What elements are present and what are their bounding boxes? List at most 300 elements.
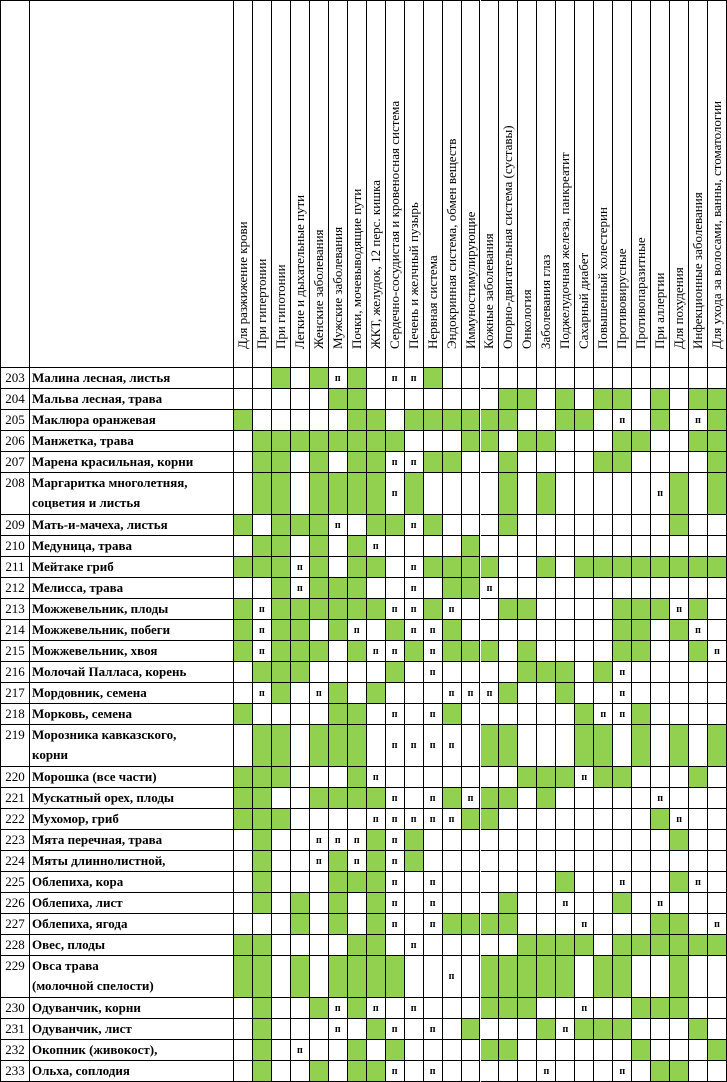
indicated-cell [329,788,348,809]
empty-cell [708,536,727,557]
indicated-cell [670,998,689,1019]
empty-cell [537,683,556,704]
column-header-label: Иммуностимулирующие [462,211,478,349]
indicated-cell [272,452,291,473]
empty-cell [689,1040,708,1061]
empty-cell [291,704,310,725]
empty-cell [651,872,670,893]
indicated-cell [518,662,537,683]
empty-cell [424,473,443,515]
empty-cell [594,830,613,851]
row-number: 232 [0,1040,30,1061]
indicated-cell [670,620,689,641]
empty-cell [518,410,537,431]
empty-cell [518,872,537,893]
indicated-cell [272,725,291,767]
indicated-cell [594,767,613,788]
indicated-cell [443,410,462,431]
indicated-cell [253,851,272,872]
marked-cell: п [386,368,405,389]
marked-cell: п [443,683,462,704]
column-header [518,0,537,368]
marked-cell: п [613,410,632,431]
indicated-cell [367,872,386,893]
empty-cell [329,809,348,830]
empty-cell [499,809,518,830]
empty-cell [234,872,253,893]
empty-cell [632,410,651,431]
empty-cell [405,767,424,788]
empty-cell [329,557,348,578]
empty-cell [594,914,613,935]
empty-cell [462,473,481,515]
empty-cell [499,368,518,389]
empty-cell [708,893,727,914]
empty-cell [310,956,329,998]
column-header-label: Легкие и дыхательные пути [291,194,307,349]
indicated-cell [291,515,310,536]
marked-cell: п [405,515,424,536]
empty-cell [670,893,689,914]
column-header-label: Почки, мочевыводящие пути [348,188,364,349]
marked-cell: п [443,956,462,998]
indicated-cell [348,956,367,998]
row-number: 223 [0,830,30,851]
empty-cell [424,998,443,1019]
empty-cell [310,893,329,914]
empty-cell [575,788,594,809]
indicated-cell [424,368,443,389]
empty-cell [613,830,632,851]
herb-name: Медуница, трава [30,536,234,557]
row-number: 219 [0,725,30,767]
column-header-label: Мужские заболевания [329,226,345,349]
indicated-cell [518,998,537,1019]
indicated-cell [556,956,575,998]
indicated-cell [613,935,632,956]
marked-cell: п [386,641,405,662]
empty-cell [499,851,518,872]
indicated-cell [291,620,310,641]
column-header [708,0,727,368]
empty-cell [462,368,481,389]
indicated-cell [329,893,348,914]
empty-cell [405,788,424,809]
indicated-cell [348,599,367,620]
indicated-cell [386,662,405,683]
empty-cell [689,914,708,935]
indicated-cell [310,431,329,452]
empty-cell [348,1019,367,1040]
header-corner-name [30,0,234,368]
empty-cell [405,1061,424,1082]
marked-cell: п [424,662,443,683]
row-number: 214 [0,620,30,641]
empty-cell [518,1040,537,1061]
marked-cell: п [613,1061,632,1082]
indicated-cell [253,935,272,956]
empty-cell [424,830,443,851]
empty-cell [518,914,537,935]
empty-cell [481,536,500,557]
indicated-cell [291,956,310,998]
empty-cell [499,872,518,893]
indicated-cell [348,473,367,515]
indicated-cell [272,536,291,557]
indicated-cell [651,998,670,1019]
empty-cell [481,662,500,683]
column-header [367,0,386,368]
indicated-cell [253,473,272,515]
empty-cell [348,515,367,536]
indicated-cell [537,662,556,683]
indicated-cell [499,389,518,410]
empty-cell [462,935,481,956]
empty-cell [253,515,272,536]
marked-cell: п [443,599,462,620]
empty-cell [575,830,594,851]
empty-cell [499,935,518,956]
empty-cell [481,893,500,914]
indicated-cell [499,788,518,809]
empty-cell [518,830,537,851]
empty-cell [443,662,462,683]
column-header-label: ЖКТ, желудок, 12 перс. кишка [367,179,383,349]
empty-cell [291,473,310,515]
indicated-cell [462,557,481,578]
indicated-cell [575,704,594,725]
empty-cell [234,851,253,872]
indicated-cell [651,914,670,935]
marked-cell: п [386,893,405,914]
empty-cell [632,830,651,851]
empty-cell [405,956,424,998]
indicated-cell [272,557,291,578]
indicated-cell [329,599,348,620]
empty-cell [594,809,613,830]
empty-cell [253,368,272,389]
indicated-cell [594,662,613,683]
marked-cell: п [424,704,443,725]
indicated-cell [310,473,329,515]
empty-cell [575,368,594,389]
marked-cell: п [367,641,386,662]
empty-cell [594,620,613,641]
empty-cell [537,578,556,599]
empty-cell [651,662,670,683]
empty-cell [499,1019,518,1040]
indicated-cell [329,851,348,872]
marked-cell: п [424,725,443,767]
empty-cell [329,1040,348,1061]
empty-cell [405,1040,424,1061]
empty-cell [632,1019,651,1040]
indicated-cell [348,998,367,1019]
herb-name: Мускатный орех, плоды [30,788,234,809]
marked-cell: п [613,704,632,725]
herb-name: Можжевельник, побеги [30,620,234,641]
marked-cell: п [386,914,405,935]
indicated-cell [367,515,386,536]
column-header [651,0,670,368]
herb-name: Маклюра оранжевая [30,410,234,431]
indicated-cell [575,725,594,767]
marked-cell: п [443,725,462,767]
indicated-cell [499,893,518,914]
indicated-cell [310,368,329,389]
indicated-cell [462,809,481,830]
indicated-cell [499,599,518,620]
column-header [594,0,613,368]
column-header [310,0,329,368]
empty-cell [594,431,613,452]
column-header-label: Повышенный холестерин [595,207,611,349]
empty-cell [632,1061,651,1082]
marked-cell: п [291,1040,310,1061]
row-number: 209 [0,515,30,536]
empty-cell [443,1061,462,1082]
empty-cell [424,1040,443,1061]
empty-cell [253,410,272,431]
empty-cell [272,788,291,809]
empty-cell [537,620,556,641]
empty-cell [348,893,367,914]
empty-cell [443,536,462,557]
indicated-cell [272,515,291,536]
row-number: 216 [0,662,30,683]
empty-cell [575,872,594,893]
empty-cell [462,599,481,620]
column-header-label: Женские заболевания [310,229,326,349]
empty-cell [367,578,386,599]
empty-cell [272,998,291,1019]
indicated-cell [481,914,500,935]
empty-cell [272,914,291,935]
indicated-cell [651,389,670,410]
empty-cell [537,851,556,872]
row-number: 211 [0,557,30,578]
herb-name: Морковь, семена [30,704,234,725]
empty-cell [518,809,537,830]
column-header [632,0,651,368]
empty-cell [575,452,594,473]
empty-cell [291,1019,310,1040]
empty-cell [556,578,575,599]
herb-name: Мордовник, семена [30,683,234,704]
empty-cell [291,830,310,851]
empty-cell [443,851,462,872]
marked-cell: п [253,641,272,662]
indicated-cell [708,725,727,767]
marked-cell: п [405,725,424,767]
indicated-cell [670,872,689,893]
empty-cell [651,578,670,599]
marked-cell: п [424,893,443,914]
empty-cell [613,536,632,557]
indicated-cell [594,725,613,767]
marked-cell: п [405,620,424,641]
empty-cell [405,704,424,725]
row-number: 228 [0,935,30,956]
column-header-label: Сердечно-сосудистая и кровеносная система [386,100,402,349]
indicated-cell [424,410,443,431]
empty-cell [556,452,575,473]
empty-cell [670,1040,689,1061]
marked-cell: п [405,557,424,578]
empty-cell [272,956,291,998]
empty-cell [670,431,689,452]
empty-cell [708,620,727,641]
empty-cell [613,368,632,389]
empty-cell [462,725,481,767]
column-header [291,0,310,368]
indicated-cell [253,767,272,788]
marked-cell: п [329,515,348,536]
indicated-cell [556,410,575,431]
empty-cell [537,809,556,830]
empty-cell [670,368,689,389]
empty-cell [329,452,348,473]
empty-cell [575,956,594,998]
empty-cell [424,683,443,704]
empty-cell [367,389,386,410]
empty-cell [481,851,500,872]
indicated-cell [632,431,651,452]
empty-cell [670,767,689,788]
column-header-label: Нервная система [424,255,440,349]
empty-cell [329,410,348,431]
marked-cell: п [310,683,329,704]
indicated-cell [310,599,329,620]
marked-cell: п [367,998,386,1019]
empty-cell [348,914,367,935]
indicated-cell [405,641,424,662]
empty-cell [575,599,594,620]
marked-cell: п [424,641,443,662]
indicated-cell [234,956,253,998]
indicated-cell [253,830,272,851]
empty-cell [234,1040,253,1061]
empty-cell [272,935,291,956]
indicated-cell [386,1040,405,1061]
empty-cell [689,851,708,872]
empty-cell [443,389,462,410]
empty-cell [537,914,556,935]
empty-cell [556,830,575,851]
empty-cell [556,1061,575,1082]
empty-cell [272,872,291,893]
empty-cell [575,851,594,872]
marked-cell: п [386,1061,405,1082]
marked-cell: п [386,809,405,830]
empty-cell [291,809,310,830]
empty-cell [234,725,253,767]
marked-cell: п [253,683,272,704]
indicated-cell [253,956,272,998]
indicated-cell [272,809,291,830]
indicated-cell [386,956,405,998]
empty-cell [651,641,670,662]
marked-cell: п [329,1019,348,1040]
indicated-cell [310,725,329,767]
empty-cell [481,368,500,389]
empty-cell [481,935,500,956]
empty-cell [443,1019,462,1040]
empty-cell [537,641,556,662]
empty-cell [651,368,670,389]
empty-cell [405,893,424,914]
empty-cell [405,1019,424,1040]
empty-cell [708,809,727,830]
empty-cell [575,1061,594,1082]
indicated-cell [310,1061,329,1082]
empty-cell [632,809,651,830]
marked-cell: п [386,725,405,767]
indicated-cell [348,935,367,956]
row-number: 217 [0,683,30,704]
indicated-cell [291,893,310,914]
empty-cell [556,851,575,872]
indicated-cell [613,389,632,410]
indicated-cell [253,893,272,914]
indicated-cell [310,557,329,578]
indicated-cell [234,515,253,536]
empty-cell [651,767,670,788]
indicated-cell [499,683,518,704]
empty-cell [424,956,443,998]
empty-cell [291,368,310,389]
row-number: 210 [0,536,30,557]
herb-name: Можжевельник, плоды [30,599,234,620]
empty-cell [651,620,670,641]
empty-cell [291,725,310,767]
empty-cell [537,725,556,767]
indicated-cell [348,557,367,578]
empty-cell [462,767,481,788]
indicated-cell [575,557,594,578]
empty-cell [367,725,386,767]
indicated-cell [253,662,272,683]
indicated-cell [272,767,291,788]
empty-cell [424,536,443,557]
indicated-cell [708,431,727,452]
empty-cell [651,956,670,998]
row-number: 205 [0,410,30,431]
empty-cell [556,704,575,725]
indicated-cell [499,473,518,515]
marked-cell: п [689,620,708,641]
indicated-cell [367,431,386,452]
empty-cell [575,620,594,641]
empty-cell [367,620,386,641]
empty-cell [291,872,310,893]
empty-cell [272,410,291,431]
empty-cell [499,704,518,725]
empty-cell [443,830,462,851]
marked-cell: п [329,998,348,1019]
indicated-cell [537,788,556,809]
empty-cell [499,1061,518,1082]
empty-cell [613,851,632,872]
row-number: 221 [0,788,30,809]
empty-cell [537,368,556,389]
marked-cell: п [462,788,481,809]
indicated-cell [234,410,253,431]
herb-name: Облепиха, лист [30,893,234,914]
empty-cell [499,536,518,557]
indicated-cell [499,956,518,998]
empty-cell [499,662,518,683]
